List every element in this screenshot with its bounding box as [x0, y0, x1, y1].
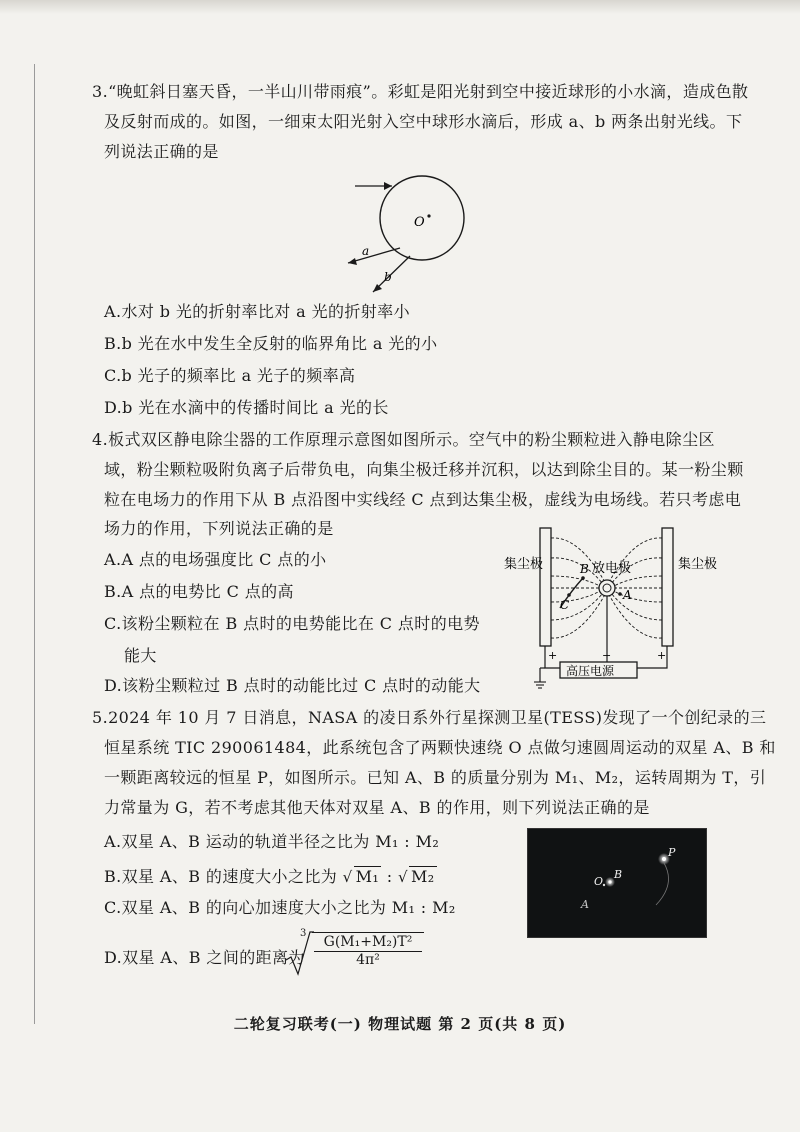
q4-stem-line: 粒在电场力的作用下从 B 点沿图中实线经 C 点到达集尘极，虚线为电场线。若只考虑电 [104, 490, 742, 509]
right-plate-label: 集尘极 [678, 557, 718, 572]
q5-stem-line: 一颗距离较远的恒星 P，如图所示。已知 A、B 的质量分别为 M₁、M₂，运转周期为 T，引 [104, 768, 767, 787]
center-label: O [414, 215, 425, 230]
ray-a-arrow-icon [348, 258, 357, 265]
center-dot [427, 214, 430, 217]
q5-option-a: A.双星 A、B 运动的轨道半径之比为 M₁ : M₂ [104, 832, 440, 851]
star-p [662, 857, 666, 861]
q4-stem-line: 场力的作用，下列说法正确的是 [104, 519, 334, 538]
q3-option-d: D.b 光在水滴中的传播时间比 a 光的长 [104, 398, 389, 417]
ray-a-label: a [362, 244, 370, 258]
margin-rule [34, 64, 35, 1024]
q3-stem-line: 3.“晚虹斜日塞天昏，一半山川带雨痕”。彩虹是阳光射到空中接近球形的小水滴，造成色散 [92, 82, 749, 101]
point-c-label: C [560, 598, 570, 612]
q5-option-b: B.双星 A、B 的速度大小之比为 √ M₁ : √ M₂ [104, 867, 435, 886]
q4-option-b: B.A 点的电势比 C 点的高 [104, 582, 294, 601]
label-a: A [581, 898, 589, 911]
power-supply-label: 高压电源 [566, 664, 615, 678]
q3-option-b: B.b 光在水中发生全反射的临界角比 a 光的小 [104, 334, 438, 353]
q5-option-b-text: B.双星 A、B 的速度大小之比为 [104, 867, 338, 886]
q5-option-d-text: D.双星 A、B 之间的距离为 [104, 948, 305, 967]
label-p: P [668, 846, 676, 859]
q3-stem-line: 及反射而成的。如图，一细束太阳光射入空中球形水滴后，形成 a、b 两条出射光线。下 [104, 112, 743, 131]
q5-option-b-sep: : [381, 867, 398, 886]
q4-stem-line: 域，粉尘颗粒吸附负离子后带负电，向集尘极迁移并沉积，以达到除尘目的。某一粉尘颗 [104, 460, 744, 479]
plus-right-label: + [657, 649, 667, 662]
q4-option-c-cont: 能大 [124, 646, 157, 665]
center-o [603, 884, 605, 886]
root-index: 3 [300, 928, 307, 939]
page-footer: 二轮复习联考(一) 物理试题 第 2 页(共 8 页) [233, 1015, 567, 1033]
ray-b-label: b [384, 270, 392, 284]
minus-label: − [602, 649, 612, 662]
point-a-dot [618, 592, 622, 596]
point-b-dot [581, 576, 585, 580]
q3-option-a: A.水对 b 光的折射率比对 a 光的折射率小 [104, 302, 410, 321]
star-p-orbit [656, 863, 669, 905]
water-drop-diagram [340, 168, 480, 298]
cube-root-sign [284, 930, 314, 976]
precipitator-diagram [500, 516, 730, 694]
point-c-dot [567, 593, 571, 597]
q5-stem-line: 5.2024 年 10 月 7 日消息，NASA 的凌日系外行星探测卫星(TESS)发现了一个创纪录的三 [92, 708, 767, 727]
incident-arrow-icon [384, 182, 392, 190]
label-o: O [594, 875, 604, 888]
label-b: B [614, 868, 623, 881]
left-plate-label: 集尘极 [504, 557, 544, 572]
triple-star-illustration [528, 829, 706, 937]
ground-icon [534, 682, 546, 688]
q4-option-d: D.该粉尘颗粒过 B 点时的动能比过 C 点时的动能大 [104, 676, 481, 695]
q3-option-c: C.b 光子的频率比 a 光子的频率高 [104, 366, 356, 385]
q3-stem-line: 列说法正确的是 [104, 142, 219, 161]
fraction-denominator: 4π² [356, 952, 380, 968]
page-top-edge [0, 0, 800, 14]
q5-option-c: C.双星 A、B 的向心加速度大小之比为 M₁ : M₂ [104, 898, 456, 917]
discharge-electrode [599, 580, 615, 596]
q5-stem-line: 力常量为 G，若不考虑其他天体对双星 A、B 的作用，则下列说法正确的是 [104, 798, 650, 817]
point-b-label: B [580, 562, 589, 576]
q5-option-b-root1: M₁ [355, 867, 380, 886]
right-collector-plate [662, 528, 673, 646]
q4-option-a: A.A 点的电场强度比 C 点的小 [104, 550, 327, 569]
root-overline [312, 932, 424, 933]
q5-stem-line: 恒星系统 TIC 290061484，此系统包含了两颗快速绕 O 点做匀速圆周运动的双星 A、B 和 [104, 738, 776, 757]
star-b [608, 880, 611, 883]
q5-option-d-formula [284, 928, 434, 976]
plus-left-label: + [548, 649, 558, 662]
ray-a [348, 248, 400, 263]
q4-option-c: C.该粉尘颗粒在 B 点时的电势能比在 C 点时的电势 [104, 614, 480, 633]
q5-option-b-root2: M₂ [410, 867, 435, 886]
q4-stem-line: 4.板式双区静电除尘器的工作原理示意图如图所示。空气中的粉尘颗粒进入静电除尘区 [92, 430, 715, 449]
point-a-label: A [623, 588, 632, 602]
triple-star-photo [527, 828, 707, 938]
discharge-electrode-label: 放电极 [592, 561, 632, 576]
left-collector-plate [540, 528, 551, 646]
fraction [314, 934, 422, 969]
fraction-numerator: G(M₁+M₂)T² [314, 934, 422, 952]
